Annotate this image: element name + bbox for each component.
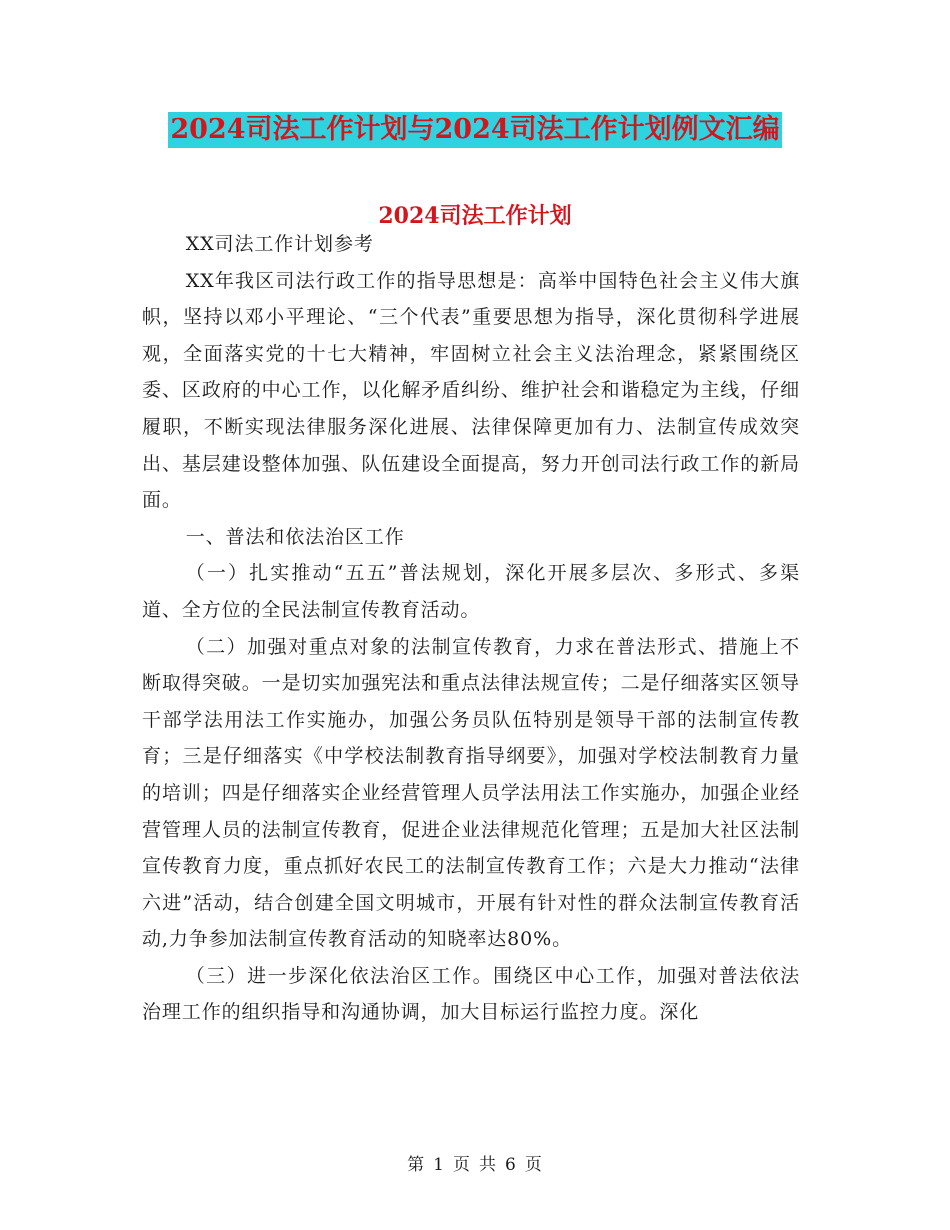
main-title-container <box>0 112 950 148</box>
document-body <box>142 222 800 1031</box>
paragraph-subtitle: XX司法工作计划参考 <box>185 233 374 255</box>
paragraph-guiding-ideology: XX年我区司法行政工作的指导思想是：高举中国特色社会主义伟大旗帜，坚持以邓小平理论、“三个代表”重要思想为指导，深化贯彻科学进展观，全面落实党的十七大精神，牢固树立社会主义法治理念，紧紧围绕区委、区政府的中心工作，以化解矛盾纠纷、维护社会和谐稳定为主线，仔细履职，不断实现法律服务深化进展、法律保障更加有力、法制宣传成效突出、基层建设整体加强、队伍建设全面提高，努力开创司法行政工作的新局面。 <box>142 269 800 512</box>
main-title: 2024司法工作计划与2024司法工作计划例文汇编 <box>168 112 781 148</box>
paragraph-item-2: （二）加强对重点对象的法制宣传教育，力求在普法形式、措施上不断取得突破。一是切实加强宪法和重点法律法规宣传；二是仔细落实区领导干部学法用法工作实施办，加强公务员队伍特别是领导干部的法制宣传教育；三是仔细落实《中学校法制教育指导纲要》，加强对学校法制教育力量的培训；四是仔细落实企业经营管理人员学法用法工作实施办，加强企业经营管理人员的法制宣传教育，促进企业法律规范化管理；五是加大社区法制宣传教育力度，重点抓好农民工的法制宣传教育工作；六是大力推动“法律六进”活动，结合创建全国文明城市，开展有针对性的群众法制宣传教育活动,力争参加法制宣传教育活动的知晓率达80%。 <box>142 635 800 951</box>
paragraph-heading-section-1: 一、普法和依法治区工作 <box>185 525 405 548</box>
footer-total-suffix: 页 <box>524 1155 543 1175</box>
paragraph-item-3: （三）进一步深化依法治区工作。围绕区中心工作，加强对普法依法治理工作的组织指导和沟通协调，加大目标运行监控力度。深化 <box>142 964 800 1024</box>
paragraph-item-1: （一）扎实推动“五五”普法规划，深化开展多层次、多形式、多渠道、全方位的全民法制宣传教育活动。 <box>142 562 800 621</box>
page-footer <box>0 1153 950 1177</box>
footer-page-prefix: 第 <box>407 1155 426 1175</box>
footer-total-pages: 6 <box>505 1155 517 1175</box>
section-title: 2024司法工作计划 <box>378 203 572 229</box>
footer-page-number: 1 <box>433 1155 445 1175</box>
footer-total-prefix: 共 <box>479 1155 497 1175</box>
footer-page-label: 页 <box>453 1155 471 1175</box>
